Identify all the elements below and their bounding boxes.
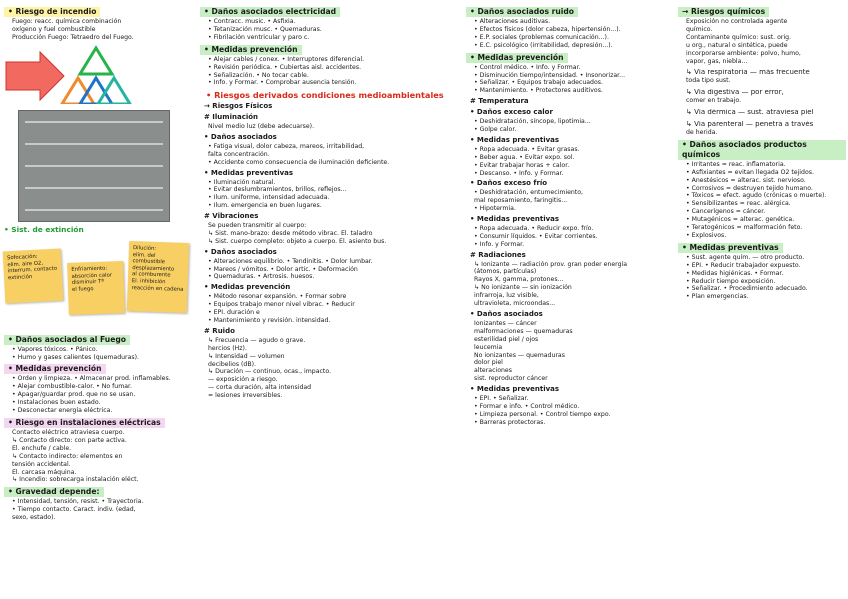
text-line: • Fatiga visual, dolor cabeza, mareos, irritabilidad, xyxy=(208,142,365,150)
text-line: • EPI. duración e xyxy=(208,309,260,317)
text-line: • Iluminación natural. xyxy=(208,178,276,186)
heading-electric-prevention: • Medidas prevención xyxy=(200,45,302,55)
heading-chemical-risks: → Riesgos químicos xyxy=(678,7,769,17)
text-line: • Anestésicos = alterac. sist. nervioso. xyxy=(686,176,806,184)
fire-tetrahedron-graphic xyxy=(4,44,194,104)
text-line: ultravioleta, microondas... xyxy=(474,300,556,308)
text-line: • Corrosivos = destruyen tejido humano. xyxy=(686,184,813,192)
text-line: químico. xyxy=(686,25,713,33)
text-line: • Beber agua. • Evitar expo. sol. xyxy=(474,153,575,161)
text-line: • Humo y gases calientes (quemaduras). xyxy=(12,353,140,361)
text-line: • Mareos / vómitos. • Dolor artic. • Deformación xyxy=(208,265,358,273)
text-line: • Apagar/guardar prod. que no se usan. xyxy=(12,391,136,399)
photo-row xyxy=(25,121,163,123)
text-line: Se pueden transmitir al cuerpo: xyxy=(208,222,307,230)
note-text: reacción en cadena xyxy=(131,284,184,293)
column-2 xyxy=(200,4,462,400)
text-line: Fuego: reacc. química combinación xyxy=(12,18,122,25)
text-line: • Deshidratación, entumecimiento, xyxy=(474,189,583,197)
heading-radiation-prevention: • Medidas preventivas xyxy=(470,385,560,394)
note-text: Enfriamiento: xyxy=(71,265,108,273)
text-line: • EPI. • Reducir trabajador expuesto. xyxy=(686,261,801,269)
text-line: ↳ Duración — continuo, ocas., impacto. xyxy=(208,368,331,376)
note-text: elim. del combustible xyxy=(132,251,166,266)
text-line: de herida. xyxy=(686,128,718,136)
note-text: al comburente xyxy=(131,271,171,279)
text-line: • Vapores tóxicos. • Pánico. xyxy=(12,345,98,353)
text-line: • Desconectar energía eléctrica. xyxy=(12,407,113,415)
note-text: Sofocación: xyxy=(6,253,38,261)
text-line: ↳ Sist. cuerpo completo: objeto a cuerpo. El. asiento bus. xyxy=(208,237,387,245)
text-line: • Ropa adecuada. • Reducir expo. frío. xyxy=(474,224,594,232)
text-line: decibelios (dB). xyxy=(208,360,256,368)
heading-cold-prevention: • Medidas preventivas xyxy=(470,215,560,224)
route-respiratory: ↳ Vía respiratoria — más frecuente xyxy=(686,69,810,77)
text-line: • Fibrilación ventricular y paro c. xyxy=(208,33,310,41)
text-line: • Mantenimiento y revisión. intensidad. xyxy=(208,317,331,324)
text-line: incorporarse ambiente: polvo, humo, xyxy=(686,49,801,57)
text-line: Nivel medio luz (debe adecuarse). xyxy=(208,123,315,131)
text-line: • Orden y limpieza. • Almacenar prod. inflamables. xyxy=(12,375,171,383)
text-line: • Intensidad, tensión, resist. • Trayectoria. xyxy=(12,498,144,506)
text-line: • Cancerígenos = cáncer. xyxy=(686,208,766,216)
text-line: El. carcasa máquina. xyxy=(12,468,77,476)
note-text: absorción calor xyxy=(71,271,113,280)
text-line: mal reposamiento, faringitis... xyxy=(474,197,568,205)
text-line: (átomos, partículas) xyxy=(474,268,537,276)
heading-vibration-damages: • Daños asociados xyxy=(204,247,277,256)
text-line: • Explosivos. xyxy=(686,231,727,239)
text-line: El. enchufe / cable. xyxy=(12,444,72,452)
sticky-note-enfriamiento xyxy=(67,261,125,315)
column-4 xyxy=(678,4,846,301)
heading-lighting-prevention: • Medidas preventivas xyxy=(204,168,294,177)
text-line: • Consumir líquidos. • Evitar corrientes. xyxy=(474,232,598,240)
text-line: • Evitar trabajar horas + calor. xyxy=(474,161,570,169)
text-line: • Evitar deslumbramientos, brillos, reflejos... xyxy=(208,186,347,194)
note-text: Dilución: xyxy=(132,244,157,252)
heading-temperature: # Temperatura xyxy=(470,97,529,106)
note-text: elim. aire O2, xyxy=(7,259,44,268)
photo-row xyxy=(25,143,163,145)
heading-heat-prevention: • Medidas preventivas xyxy=(470,135,560,144)
heading-vibrations: # Vibraciones xyxy=(204,212,259,221)
text-line: • E.C. psicológico (irritabilidad, depresión...). xyxy=(474,41,613,49)
text-line: • Ilum. uniforme, intensidad adecuada. xyxy=(208,194,330,202)
route-dermal: ↳ Vía dérmica — sust. atraviesa piel xyxy=(686,109,814,117)
tetrahedron-drawing xyxy=(4,44,194,104)
text-line: • Info. y Formar. xyxy=(474,240,525,248)
text-line: • Golpe calor. xyxy=(474,125,517,133)
text-line: • Info. y Formar. • Comprobar ausencia tensión. xyxy=(208,79,357,87)
text-line: ↳ Intensidad — volumen xyxy=(208,352,285,360)
heading-fire-damages: • Daños asociados al Fuego xyxy=(4,335,130,345)
route-digestive: ↳ Vía digestiva — por error, xyxy=(686,89,784,97)
text-line: ↳ Incendio: sobrecarga instalación eléct. xyxy=(12,476,139,484)
note-text: interrum. contacto xyxy=(7,265,58,275)
sticky-notes xyxy=(4,240,194,326)
text-line: oxígeno y fuel combustible xyxy=(12,25,96,33)
heading-noise-damages: • Daños asociados ruido xyxy=(466,7,578,17)
text-line: toda tipo sust. xyxy=(686,77,731,85)
text-line: • Alejar combustible-calor. • No fumar. xyxy=(12,383,132,391)
route-parenteral: ↳ Vía parenteral — penetra a través xyxy=(686,120,814,128)
text-line: ↳ Contacto indirecto: elementos en xyxy=(12,452,123,460)
text-line: • Medidas higiénicas. • Formar. xyxy=(686,269,784,277)
text-line: — corta duración, alta intensidad xyxy=(208,384,312,392)
text-line: vapor, gas, niebla... xyxy=(686,57,748,65)
text-line: • Señalizar. • Equipos trabajo adecuados. xyxy=(474,79,603,87)
text-line: • Mantenimiento. • Protectores auditivos. xyxy=(474,87,603,95)
text-line: • Deshidratación, síncope, lipotimia... xyxy=(474,118,591,126)
triangle-green xyxy=(80,48,112,74)
heading-lighting: # Iluminación xyxy=(204,113,259,122)
column-3 xyxy=(466,4,674,427)
text-line: infrarroja, luz visible, xyxy=(474,292,539,300)
text-line: • E.P. sociales (problemas comunicación...). xyxy=(474,33,609,41)
text-line: tensión accidental. xyxy=(12,460,71,468)
text-line: Producción Fuego: Tetraedro del Fuego. xyxy=(12,33,134,41)
extinguisher-table-photo xyxy=(18,110,170,222)
heading-cold-damages: • Daños exceso frío xyxy=(470,179,548,188)
text-line: sist. reproductor cáncer xyxy=(474,375,548,383)
text-line: esterilidad piel / ojos xyxy=(474,335,539,343)
text-line: • Teratogénicos = malformación feto. xyxy=(686,224,803,232)
text-line: • Tetanización musc. • Quemaduras. xyxy=(208,25,322,33)
heading-chemical-prevention: • Medidas preventivas xyxy=(678,243,783,253)
text-line: ↳ Ionizante — radiación prov. gran poder energía xyxy=(474,260,628,268)
photo-row xyxy=(25,187,163,189)
text-line: • Equipos trabajo menor nivel vibrac. • Reducir xyxy=(208,301,355,309)
heading-electric-damages: • Daños asociados electricidad xyxy=(200,7,340,17)
arrow-shape xyxy=(6,52,64,100)
text-line: • Barreras protectoras. xyxy=(474,418,546,426)
column-1 xyxy=(4,4,194,522)
heading-radiation: # Radiaciones xyxy=(470,250,526,259)
text-line: • Accidente como consecuencia de iluminación deficiente. xyxy=(208,158,390,166)
text-line: ↳ Sist. mano-brazo: desde método vibrac. El. taladro xyxy=(208,229,373,237)
fire-risk-lines xyxy=(4,18,194,42)
text-line: • Asfixiantes = evitan llegada O2 tejidos. xyxy=(686,168,814,176)
note-text: disminuir Tª xyxy=(71,278,104,286)
heading-noise-prevention: • Medidas prevención xyxy=(466,53,568,63)
text-line: • Descanso. • Info. y Formar. xyxy=(474,169,564,177)
text-line: comer en trabajo. xyxy=(686,97,742,105)
text-line: • Plan emergencias. xyxy=(686,293,749,301)
text-line: • Tóxicos = efect. agudo (crónicas o muerte). xyxy=(686,192,827,200)
text-line: Contacto eléctrico atraviesa cuerpo. xyxy=(12,428,125,436)
heading-fire-risk: • Riesgo de incendio xyxy=(4,7,100,17)
text-line: • Alteraciones equilibrio. • Tendinitis. • Dolor lumbar. xyxy=(208,257,373,265)
heading-severity: • Gravedad depende: xyxy=(4,487,104,497)
text-line: malformaciones — quemaduras xyxy=(474,327,573,335)
text-line: Exposición no controlada agente xyxy=(686,18,788,25)
text-line: • Sensibilizantes = reac. alérgica. xyxy=(686,200,791,208)
text-line: Rayos X, gamma, protones... xyxy=(474,276,564,284)
text-line: • Mutagénicos = alterac. genética. xyxy=(686,216,795,224)
text-line: • Señalización. • No tocar cable. xyxy=(208,71,309,79)
text-line: ↳ Contacto directo: con parte activa. xyxy=(12,436,127,444)
heading-lighting-damages: • Daños asociados xyxy=(204,132,277,141)
heading-extinction: • Sist. de extinción xyxy=(4,224,84,234)
text-line: Ionizantes — cáncer xyxy=(474,319,537,327)
heading-environmental-risks: • Riesgos derivados condiciones medioambientales xyxy=(206,90,444,101)
text-line: • Alteraciones auditivas. xyxy=(474,18,551,25)
sticky-note-sofocacion xyxy=(3,248,64,303)
text-line: • Contracc. music. • Asfixia. xyxy=(208,18,296,25)
text-line: alteraciones xyxy=(474,367,512,375)
photo-row xyxy=(25,209,163,211)
text-line: hercios (Hz). xyxy=(208,344,247,352)
text-line: — exposición a riesgo. xyxy=(208,376,278,384)
text-line: • Sust. agente quím. — otro producto. xyxy=(686,253,805,261)
text-line: = lesiones irreversibles. xyxy=(208,392,283,400)
text-line: u org., natural o sintética, puede xyxy=(686,41,788,49)
heading-heat-damages: • Daños exceso calor xyxy=(470,108,553,117)
text-line: falta concentración. xyxy=(208,150,270,158)
heading-vibration-prevention: • Medidas prevención xyxy=(204,283,291,292)
text-line: • Formar e info. • Control médico. xyxy=(474,402,580,410)
text-line: • Alejar cables / conex. • Interruptores diferencial. xyxy=(208,55,365,63)
note-text: desplazamiento xyxy=(132,264,175,272)
text-line: • Método resonar expansión. • Formar sobre xyxy=(208,293,347,301)
text-line: • Hipotermia. xyxy=(474,205,516,213)
text-line: Contaminante químico: sust. orig. xyxy=(686,33,792,41)
text-line: • EPI. • Señalizar. xyxy=(474,395,529,403)
text-line: • Ropa adecuada. • Evitar grasas. xyxy=(474,145,580,153)
heading-fire-prevention: • Medidas prevención xyxy=(4,364,106,374)
heading-electrical-risk: • Riesgo en instalaciones eléctricas xyxy=(4,418,165,428)
text-line: • Limpieza personal. • Control tiempo expo. xyxy=(474,410,611,418)
text-line: • Disminución tiempo/intensidad. • Insonorizar... xyxy=(474,71,626,79)
text-line: dolor piel xyxy=(474,359,503,367)
text-line: • Efectos físicos (dolor cabeza, hipertensión...). xyxy=(474,25,621,33)
text-line: • Control médico. • Info. y Formar. xyxy=(474,63,581,71)
note-text: el fuego xyxy=(71,285,94,293)
heading-physical-risks: → Riesgos Físicos xyxy=(204,102,273,111)
text-line: ↳ Frecuencia — agudo o grave. xyxy=(208,336,306,344)
note-text: El. inhibición xyxy=(131,277,166,285)
text-line: • Tiempo contacto. Caract. indiv. (edad, xyxy=(12,506,136,514)
text-line: No ionizantes — quemaduras xyxy=(474,351,565,359)
photo-row xyxy=(25,165,163,167)
heading-chemical-damages: • Daños asociados productos químicos xyxy=(678,140,846,160)
heading-radiation-damages: • Daños asociados xyxy=(470,310,543,318)
sticky-note-dilucion xyxy=(127,241,189,313)
text-line: leucemia xyxy=(474,343,503,351)
text-line: ↳ No ionizante — sin ionización xyxy=(474,284,572,292)
text-line: • Quemaduras. • Artrosis. huesos. xyxy=(208,273,315,281)
text-line: • Reducir tiempo exposición. xyxy=(686,277,776,285)
text-line: • Instalaciones buen estado. xyxy=(12,399,101,407)
text-line: • Irritantes = reac. inflamatoria. xyxy=(686,160,786,168)
heading-noise: # Ruido xyxy=(204,326,235,335)
text-line: • Revisión periódica. • Cubiertas aisl. accidentes. xyxy=(208,63,362,71)
text-line: sexo, estado). xyxy=(12,514,56,522)
text-line: • Señalizar. • Procedimiento adecuado. xyxy=(686,285,808,293)
note-text: extinción xyxy=(7,273,33,281)
text-line: • Ilum. emergencia en buen lugares. xyxy=(208,202,322,210)
